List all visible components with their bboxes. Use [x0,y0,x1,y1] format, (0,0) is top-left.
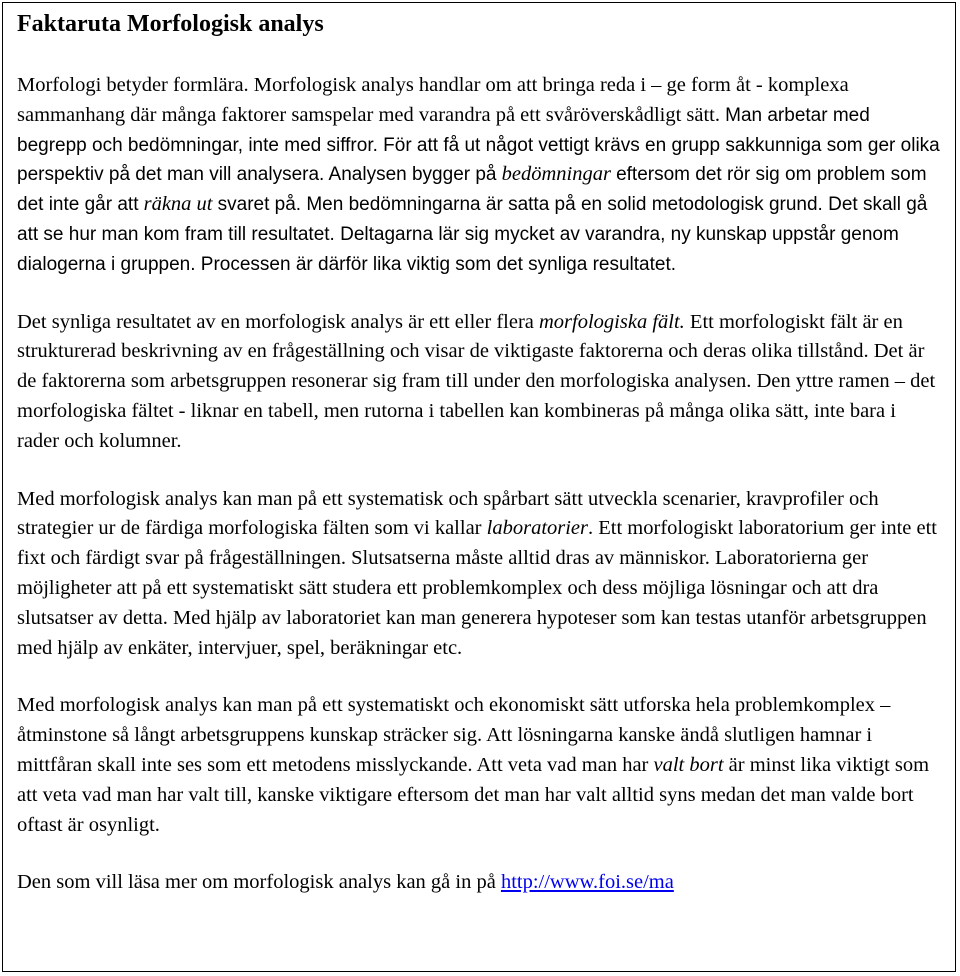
p1-sentence-2: Man arbetar med begrepp och bedömningar, inte med siffror. För att få ut något vettigt krävs en grupp sakkunniga som ger olika perspektiv på det man vill analysera. Analysen bygger på [17,104,940,186]
p2-sentence-1: Det synliga resultatet av en morfologisk analys är ett eller flera [17,310,534,333]
p3-sentence-1: Med morfologisk analys kan man på ett systematisk och spårbart sätt utveckla scenarier, kravprofiler och strategier ur de färdiga morfologiska fälten som vi kallar [17,487,879,540]
p5-text: Den som vill läsa mer om morfologisk analys kan gå in på [17,871,496,894]
p3-emphasis-laboratorier: laboratorier [486,517,589,540]
paragraph-read-more [17,868,941,898]
p2-emphasis-morfologiska-falt: morfologiska fält. [539,310,685,333]
p4-sentence-2: är minst lika viktigt som att veta vad man har valt till, kanske viktigare eftersom det man har valt alltid syns medan det man valde bort oftast är osynligt. [17,753,930,836]
p3-sentence-2: . Ett morfologiskt laboratorium ger inte ett fixt och färdigt svar på frågeställningen. Slutsatserna måste alltid dras av människor. Laboratorierna ger möjligheter att på ett systematiskt sätt studera ett problemkomplex och dess möjliga lösningar och att dra slutsatser av detta. Med hjälp av laboratoriet kan man generera hypoteser som kan testas utanför arbetsgruppen med hjälp av enkäter, intervjuer, spel, beräkningar etc. [17,517,938,659]
fact-box-title: Faktaruta Morfologisk analys [17,11,324,37]
paragraph-morphology-intro [17,71,941,280]
p1-emphasis-bedomningar: bedömningar [501,163,611,186]
p1-emphasis-rakna-ut: räkna ut [143,193,213,216]
p4-emphasis-valt-bort: valt bort [653,753,724,776]
p2-sentence-2: Ett morfologiskt fält är en strukturerad beskrivning av en frågeställning och visar de viktigaste faktorerna och deras olika tillstånd. Det är de faktorerna som arbetsgruppen resonerar sig fram till under den morfologiska analysen. Den yttre ramen – det morfologiska fältet - liknar en tabell, men rutorna i tabellen kan kombineras på många olika sätt, inte bara i rader och kolumner. [17,310,936,452]
p1-sentence-3: eftersom det rör sig om problem som det inte går att [17,164,927,216]
p1-sentence-1: Morfologi betyder formlära. Morfologisk analys handlar om att bringa reda i – ge form åt - komplexa sammanhang där många faktorer samspelar med varandra på ett svåröverskådligt sätt. [17,74,849,126]
foi-link[interactable]: http://www.foi.se/ma [500,871,674,894]
p1-sentence-4: svaret på. Men bedömningarna är satta på en solid metodologisk grund. Det skall gå att se hur man kom fram till resultatet. Deltagarna lär sig mycket av varandra, ny kunskap uppstår genom dialogerna i gruppen. Processen är därför lika viktig som det synliga resultatet. [17,194,928,275]
paragraph-exploration [17,691,941,840]
fact-box [2,2,956,972]
paragraph-morphological-field [17,308,941,457]
paragraph-laboratories [17,485,941,664]
p4-sentence-1: Med morfologisk analys kan man på ett systematiskt och ekonomiskt sätt utforska hela problemkomplex – åtminstone så långt arbetsgruppens kunskap sträcker sig. Att lösningarna kanske ändå slutligen hamnar i mittfåran skall inte ses som ett metodens misslyckande. Att veta vad man har [17,694,891,776]
